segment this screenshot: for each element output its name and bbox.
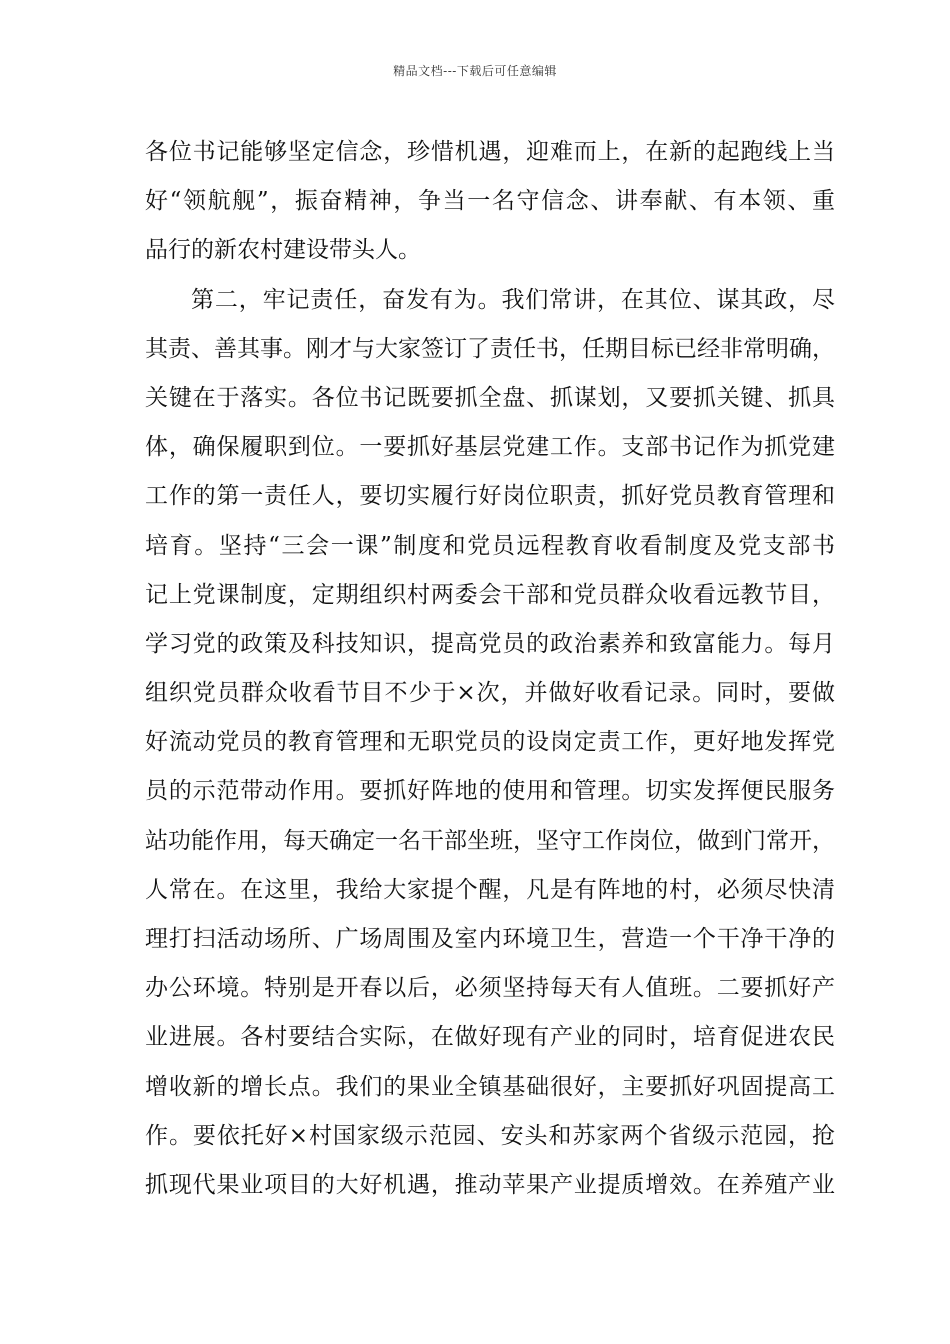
text-line: 好流动党员的教育管理和无职党员的设岗定责工作，更好地发挥党 bbox=[145, 729, 835, 756]
text-line: 人常在。在这里，我给大家提个醒，凡是有阵地的村，必须尽快清 bbox=[145, 876, 835, 903]
page-header: 精品文档---下载后可任意编辑 bbox=[393, 64, 557, 78]
text-line: 好“领航舰”，振奋精神，争当一名守信念、讲奉献、有本领、重 bbox=[145, 188, 835, 215]
text-line: 组织党员群众收看节目不少于×次，并做好收看记录。同时，要做 bbox=[145, 680, 835, 707]
text-line: 各位书记能够坚定信念，珍惜机遇，迎难而上，在新的起跑线上当 bbox=[145, 139, 835, 165]
document-body bbox=[145, 133, 835, 1215]
text-line: 其责、善其事。刚才与大家签订了责任书，任期目标已经非常明确， bbox=[145, 335, 835, 362]
text-line: 学习党的政策及科技知识，提高党员的政治素养和致富能力。每月 bbox=[145, 630, 835, 657]
text-line: 抓现代果业项目的大好机遇，推动苹果产业提质增效。在养殖产业 bbox=[145, 1171, 835, 1198]
text-line: 增收新的增长点。我们的果业全镇基础很好，主要抓好巩固提高工 bbox=[145, 1073, 835, 1100]
text-line: 关键在于落实。各位书记既要抓全盘、抓谋划，又要抓关键、抓具 bbox=[145, 384, 835, 411]
text-line: 作。要依托好×村国家级示范园、安头和苏家两个省级示范园，抢 bbox=[145, 1122, 835, 1149]
text-line: 理打扫活动场所、广场周围及室内环境卫生，营造一个干净干净的 bbox=[145, 926, 835, 952]
text-line: 员的示范带动作用。要抓好阵地的使用和管理。切实发挥便民服务 bbox=[145, 778, 835, 805]
paragraph-2 bbox=[145, 281, 835, 1216]
text-line: 办公环境。特别是开春以后，必须坚持每天有人值班。二要抓好产 bbox=[145, 975, 835, 1002]
text-line: 站功能作用，每天确定一名干部坐班，坚守工作岗位，做到门常开， bbox=[145, 827, 835, 854]
text-line: 工作的第一责任人，要切实履行好岗位职责，抓好党员教育管理和 bbox=[145, 483, 835, 510]
text-line: 体，确保履职到位。一要抓好基层党建工作。支部书记作为抓党建 bbox=[145, 434, 835, 461]
text-line: 记上党课制度，定期组织村两委会干部和党员群众收看远教节目， bbox=[145, 581, 835, 608]
text-line: 第二，牢记责任，奋发有为。我们常讲，在其位、谋其政，尽 bbox=[191, 286, 835, 313]
text-line: 品行的新农村建设带头人。 bbox=[145, 237, 421, 264]
text-line: 培育。坚持“三会一课”制度和党员远程教育收看制度及党支部书 bbox=[145, 532, 835, 559]
paragraph-1 bbox=[145, 133, 835, 281]
text-line: 业进展。各村要结合实际，在做好现有产业的同时，培育促进农民 bbox=[145, 1024, 835, 1051]
